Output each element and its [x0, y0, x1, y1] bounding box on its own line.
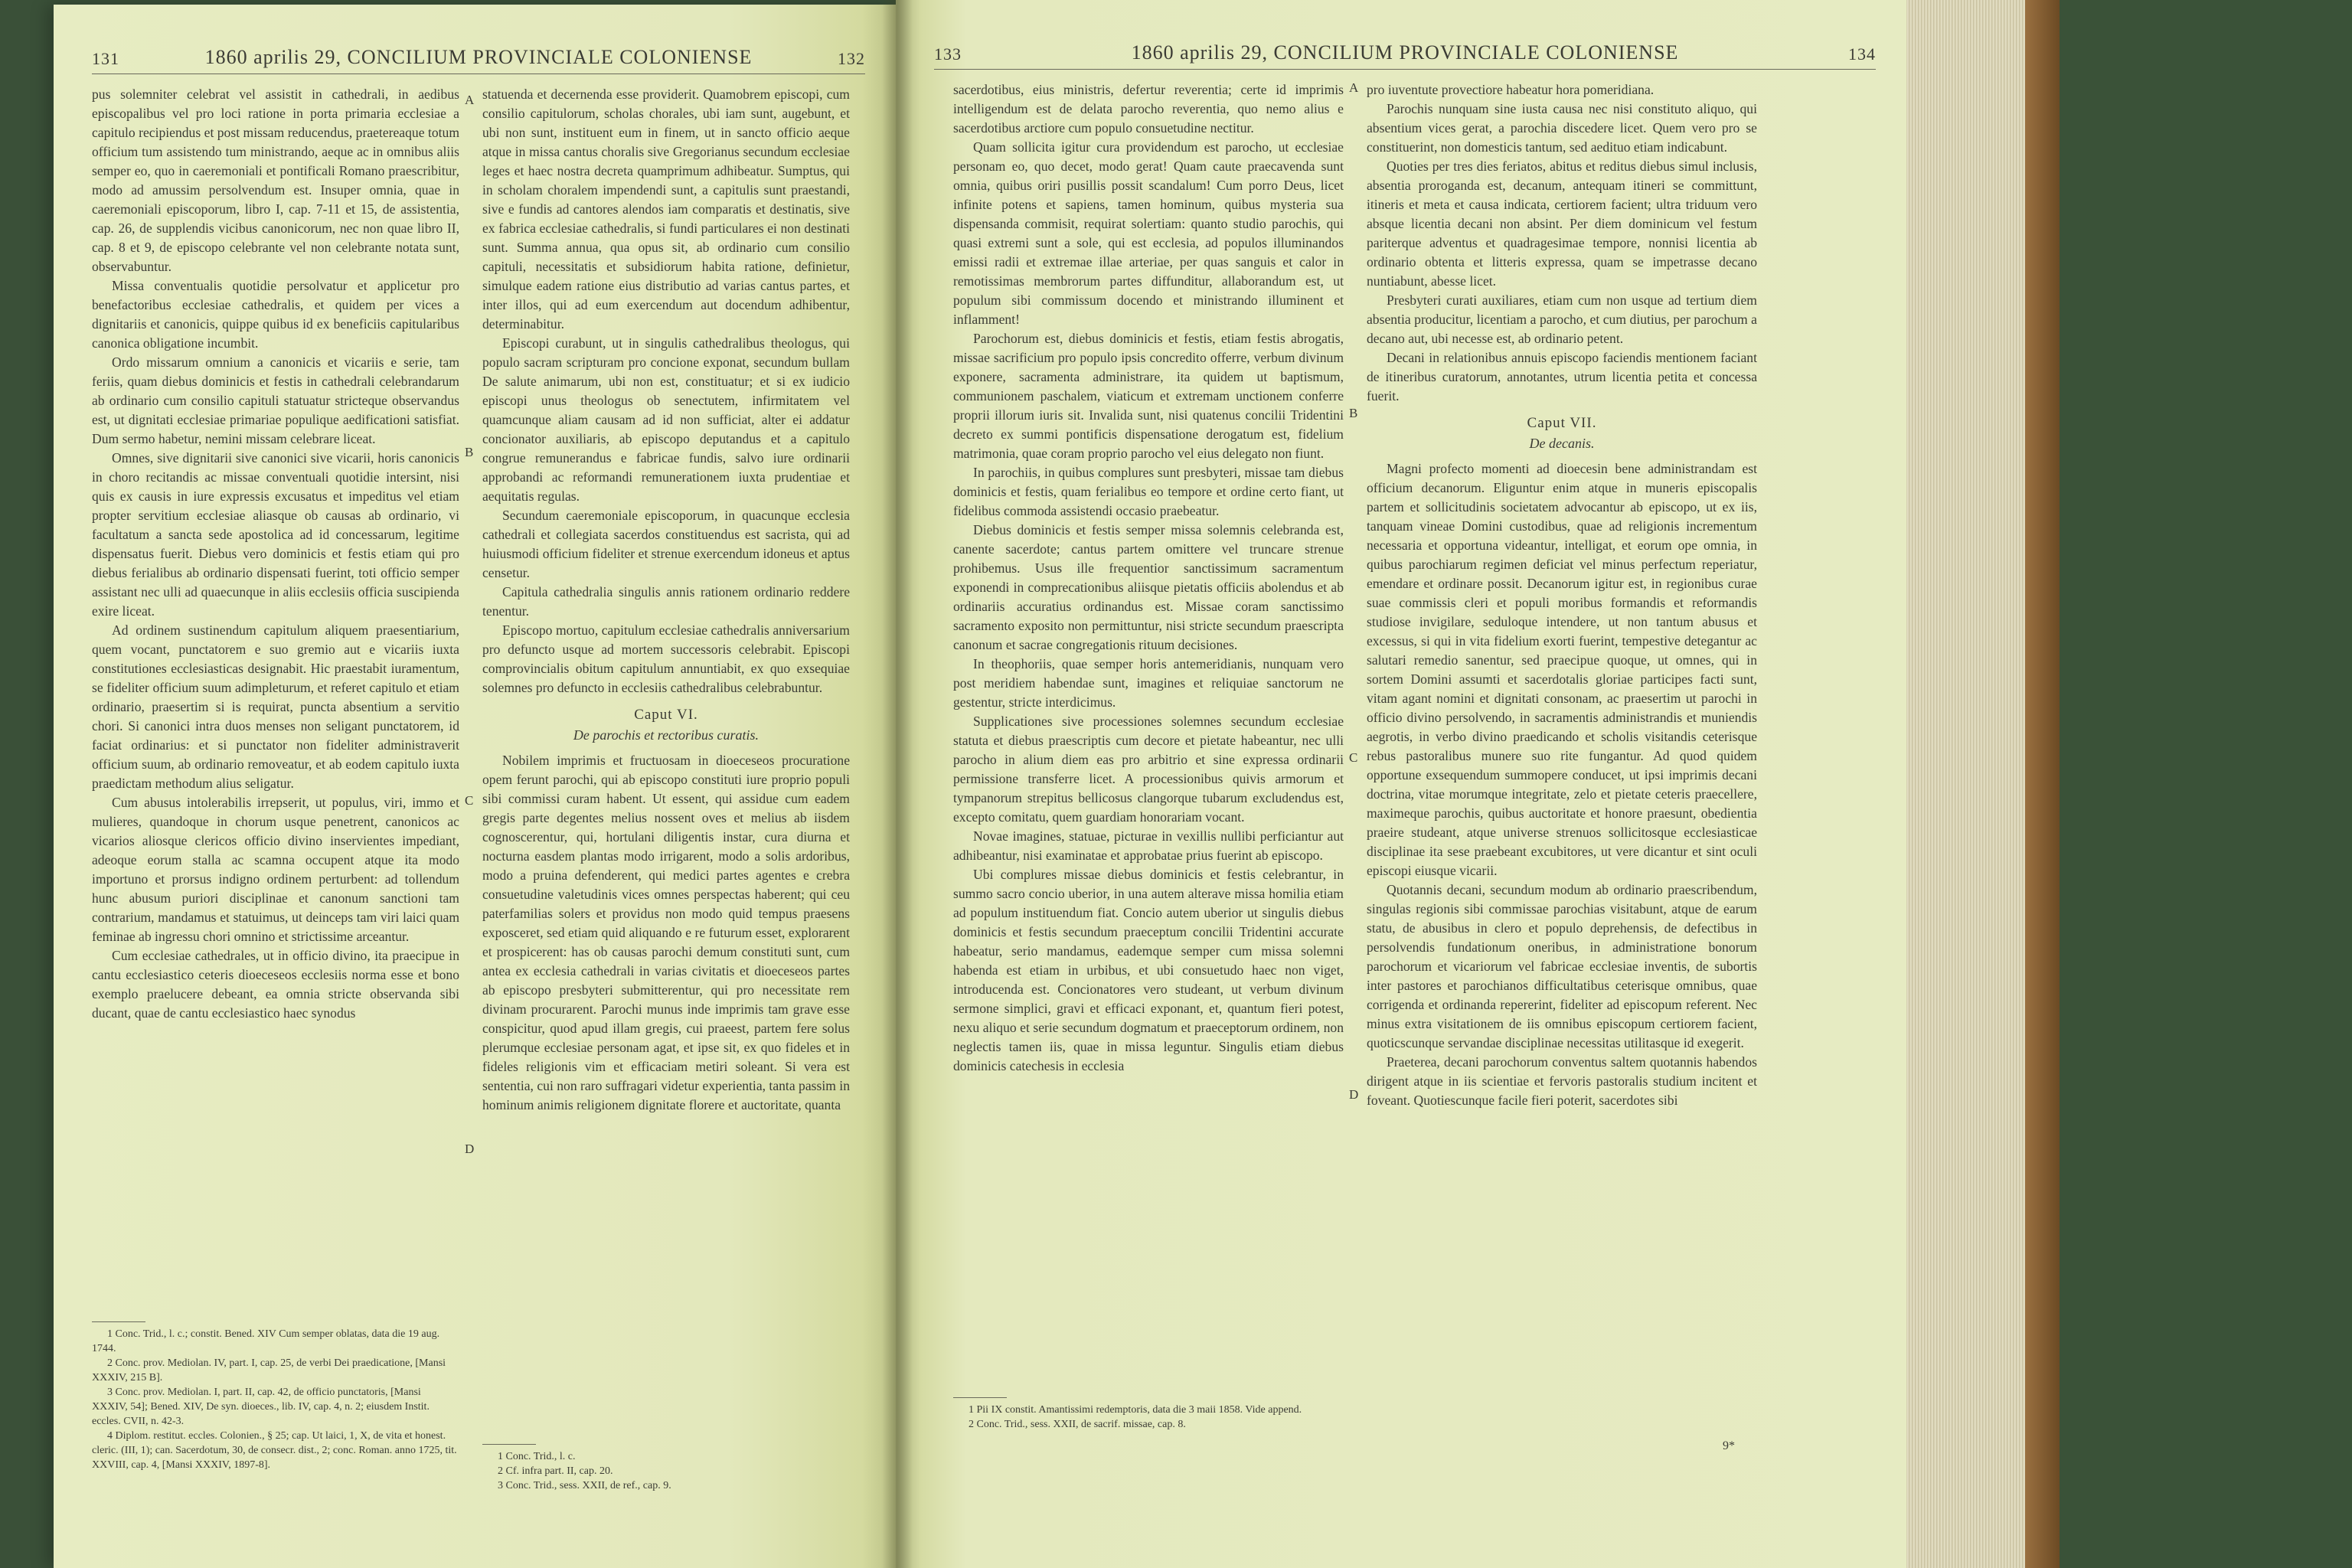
caput-title: Caput VI.: [634, 707, 698, 723]
paragraph: Episcopi curabunt, ut in singulis cathedralibus theologus, qui populo sacram scripturam pro concione exponat, secundum bullam De salute animarum, ubi non est, constituatur; et si ex iudicio episcopi unus theologus ob senectutem, infirmitatem vel quamcunque aliam causam ad id non sufficiat, alter ei addatur concionator auxiliaris, ab episcopo deputandus et a capitulo congrue remunerandus e fabricae fundis, salvo iure ordinarii approbandi ac reformandi remunerationem iuxta prudentiae et aequitatis regulas.: [482, 335, 850, 504]
paragraph: Parochis nunquam sine iusta causa nec nisi constituto aliquo, qui absentium vices gerat, a parochia discedere licet. Quem vero pro se constituerint, non domesticis tantum, sed aedituo etiam indicabunt.: [1367, 101, 1757, 155]
margin-marker-a: A: [465, 93, 475, 107]
paragraph: Diebus dominicis et festis semper missa solemnis celebranda est, canente sacerdote; cantus partem omittere vel truncare strenue prohibemus. Usus ille frequentior sanctissimum sacramentum exponendi in comprecationibus aliisque pietatis officiis abolendus et ab ordinariis accuratius ordinandus est. Missae coram sanctissimo sacramento exposito non permittuntur, nisi stricte secundum praescripta canonum et sacrae congregationis rituum decisiones.: [953, 522, 1344, 652]
margin-marker-d: D: [465, 1142, 475, 1156]
left-page-header: [92, 35, 865, 74]
right-page-header: [934, 31, 1876, 70]
background-surface: [2060, 0, 2352, 1568]
book-gutter: [882, 0, 913, 1568]
right-header-title: 1860 aprilis 29, CONCILIUM PROVINCIALE COLONIENSE: [1131, 41, 1679, 64]
page-number-134: 134: [1848, 44, 1876, 64]
paragraph: pus solemniter celebrat vel assistit in cathedrali, in aedibus episcopalibus vel pro loci ratione in porta primaria ecclesiae a capitulo recipiendus et post missam reducendus, praetereaque totum officium tum assistendo tum ministrando, aeque ac in omnibus aliis semper eo, quo in caeremoniali et pontificali Romano praescribitur, modo ad amussim persolvendum est. Insuper omnia, quae in caeremoniali episcoporum, libro I, cap. 7-11 et 15, de assistentia, cap. 26, de supplendis vicibus canonicorum, nec non quae libro II, cap. 8 et 9, de episcopo celebrante vel non celebrante notata sunt, observabuntur.: [92, 87, 459, 274]
page-edges: [1906, 0, 2025, 1568]
left-page: [54, 5, 896, 1568]
paragraph: Ad ordinem sustinendum capitulum aliquem praesentiarium, quem vocant, punctatorem e suo gremio aut e vicariis iuxta constitutiones ecclesiasticas designabit. Hic praestabit iuramentum, se fideliter officium suum adimpleturum, et referet capitulo et etiam ordinario, praesertim si is requirat, puncta absentium a servitio chori. Si canonici intra duos menses non seligant punctatorem, id faciat ordinarius: et si punctator non fideliter administraverit officium suum, ab ordinario removeatur, et ab eodem capitulo iuxta praedictam methodum alius seligatur.: [92, 622, 459, 791]
paragraph: Cum abusus intolerabilis irrepserit, ut populus, viri, immo et mulieres, quandoque in chorum usque penetrent, canonicos ac vicarios aliosque clericos officio divino inservientes impediant, adeoque eorum stalla ac scamna occupent atque ita modo importuno et prorsus indigno ordinem perturbent: ad tollendum hunc abusum puriori disciplinae et canonum sanctioni tam contrarium, mandamus et statuimus, ut deinceps tam viri laici quam feminae ab ingressu chori omnino et strictissime arceantur.: [92, 795, 459, 944]
paragraph: Omnes, sive dignitarii sive canonici sive vicarii, horis canonicis in choro recitandis ac missae conventuali quotidie intersint, nisi quis ex causis in iure expressis excusatus et impeditus vel etiam propter servitium ecclesiae aliasque ob causas ab ordinario, vi facultatum a sancta sede apostolica ad id concessarum, legitime dispensatus fuerit. Diebus vero dominicis et festis etiam qui pro diebus ferialibus ab ordinario dispensati fuerint, toti officio semper assistant nec ulli ad quaecunque in aliis ecclesiis officia suscipienda exire liceat.: [92, 450, 459, 619]
paragraph: Praeterea, decani parochorum conventus saltem quotannis habendos dirigent atque in iis scientiae et fervoris pastoralis studium incitent et foveant. Quotiescunque facile fieri poterit, sacerdotes sibi: [1367, 1054, 1757, 1108]
left-column-a: [92, 85, 459, 1023]
footnote: 2 Conc. prov. Mediolan. IV, part. I, cap. 25, de verbi Dei praedicatione, [Mansi XXXIV, 215 B].: [92, 1357, 446, 1383]
left-footnotes-b: [482, 1444, 850, 1493]
book-cover-edge: [2025, 0, 2060, 1568]
footnote: 2 Conc. Trid., sess. XXII, de sacrif. missae, cap. 8.: [969, 1419, 1186, 1430]
paragraph: pro iuventute provectiore habeatur hora pomeridiana.: [1367, 82, 1655, 97]
paragraph: Nobilem imprimis et fructuosam in dioeceseos procuratione opem ferunt parochi, qui ab episcopo constituti iure proprio populi sibi commissi curam habent. Ut essent, qui assidue cum eadem gregis parte degentes melius nossent oves et melius ab iisdem cognoscerentur, qui, hortulani diligentis instar, cura diurna et nocturna easdem plantas modo irrigarent, modo a solis ardoribus, modo a pruina defenderent, qui medici partes agentes e crebra consuetudine valetudinis vices omnes perspectas haberent; qui ceu paterfamilias solers et providus non modo quid tempus praesens exposceret, sed etiam quid aliquando e re futurum esset, explorarent et prospicerent: has ob causas parochi demum constituti sunt, cum antea ex ecclesia cathedrali in varias civitatis et dioeceseos partes ab episcopo presbyteri submitterentur, qui pro necessitate rem divinam procurarent. Parochi munus inde imprimis tam grave esse conspicitur, quod apud illam gregis, cui praeest, partem fere solus plerumque ecclesiae personam agat, et ipse sit, ex quo fideles et in fideles religionis vim et efficaciam metiri soleant. Si vera est sententia, cui non raro suffragari videtur experientia, tanta passim in hominum animis religionem dignitate florere et auctoritate, quanta: [482, 753, 850, 1112]
footnote: 4 Diplom. restitut. eccles. Colonien., § 25; cap. Ut laici, 1, X, de vita et honest. cleric. (III, 1); can. Sacerdotum, 30, de consecr. dist., 2; conc. Roman. anno 1725, tit. XXVIII, cap. 4, [Mansi XXXIV, 1897-8].: [92, 1430, 457, 1471]
paragraph: Parochorum est, diebus dominicis et festis, etiam festis abrogatis, missae sacrificium pro populo ipsis concredito offerre, verbum divinum exponere, sacramenta administrare, ita quidem ut baptismum, communionem paschalem, viaticum et extremam unctionem conferre proprii illorum iuris sit. Invalida sunt, nisi quatenus concilii Tridentini decreto ex summi pontificis dispensatione derogatum est, fidelium matrimonia, quae coram proprio parocho vel eius delegato non fiunt.: [953, 331, 1344, 461]
paragraph: Quam sollicita igitur cura providendum est parocho, ut ecclesiae personam eo, quo decet, modo gerat! Quam caute praecavenda sunt omnia, quibus oriri pusillis possit scandalum! Cum porro Deus, licet infinite potens et sapiens, tamen hominum, quibus mysteria sua dispensanda commisit, requirat solertiam: quanto studio parochis, qui quasi extremi sunt a sole, qui est ecclesia, ad populos illuminandos emissi radii et extremae illae arteriae, per quas sanguis et calor in remotissimas membrorum partes diffunditur, allaborandum est, ut populum sibi commissum docendo et ministrando illuminent et inflamment!: [953, 139, 1344, 327]
margin-marker-b: B: [1349, 406, 1358, 420]
paragraph: Quotannis decani, secundum modum ab ordinario praescribendum, singulas regionis sibi commissae parochias visitabunt, atque de earum statu, de abusibus in clero et populo deprehensis, de defectibus in persolvendis fundationum oneribus, in administratione bonorum parochorum et vicariorum vel fabricae ecclesiae inventis, de subortis inter pastores et parochianos difficultatibus ceterisque omnibus, quae corrigenda et ordinanda repererint, fideliter ad episcopum referent. Nec minus extra visitationem de iis omnibus episcopum certiorem facient, quoticscunque servandae disciplinae necessitas utilitasque id exegerit.: [1367, 882, 1757, 1050]
paragraph: In theophoriis, quae semper horis antemeridianis, nunquam vero post meridiem habendae sunt, imagines et reliquiae sanctorum ne gestentur, stricte interdicimus.: [953, 656, 1344, 710]
left-column-b: [482, 85, 850, 1115]
paragraph: Secundum caeremoniale episcoporum, in quacunque ecclesia cathedrali et collegiata sacerdos constituendus est sacrista, qui ad huiusmodi officium fideliter et strenue exercendum idoneus et aptus censetur.: [482, 508, 850, 580]
footnote: 1 Pii IX constit. Amantissimi redemptoris, data die 3 maii 1858. Vide append.: [969, 1404, 1302, 1416]
footnote: 1 Conc. Trid., l. c.; constit. Bened. XIV Cum semper oblatas, data die 19 aug. 1744.: [92, 1328, 440, 1354]
paragraph: Ubi complures missae diebus dominicis et festis celebrantur, in summo sacro concio uberior, in una autem alterave missa homilia etiam ad populum instituendum fiat. Concio autem uberior ut singulis diebus dominicis et festis secundum praeceptum concilii Tridentini accurate habeatur, serio mandamus, eademque semper cum missa solemni habenda est etiam in urbibus, et ubi consuetudo haec non viget, introducenda est. Concionatores vero studeant, ut verbum divinum sermone simplici, gravi et efficaci exponant, et, quantum fieri potest, nexu aliquo et serie secundum dogmatum et praeceptorum ordinem, non neglectis tamen iis, quae in missa leguntur. Singulis etiam diebus dominicis catechesis in ecclesia: [953, 867, 1344, 1073]
right-footnotes-a: [953, 1397, 1344, 1432]
paragraph: Ordo missarum omnium a canonicis et vicariis e serie, tam feriis, quam diebus dominicis et festis in cathedrali celebrandarum ab ordinario cum consilio capituli statuatur stricteque observandus est, ut dignitati ecclesiae primariae populique aedificationi satisfiat. Dum sermo habetur, nemini missam celebrare liceat.: [92, 354, 459, 446]
paragraph: Magni profecto momenti ad dioecesin bene administrandam est officium decanorum. Eliguntur enim atque in muneris episcopalis partem et sollicitudinis societatem advocantur ab episcopo, ut ex iis, tanquam vineae Domini custodibus, quae ad religionis incrementum necessaria et opportuna videantur, intelligat, et eorum ope omnia, in quibus parochiarum regimen deficiat vel minus perfectum reperiatur, emendare et ordinare possit. Decanorum igitur est, in regionibus curae suae commissis cleri et populi moribus formandis et reformandis studiose invigilare, seduloque intendere, ut non tantum abusus et excessus, si qui in vita fidelium exorti fuerint, tempestive detegantur ac salutari remedio sanentur, sed praecipue quoque, ut omnes, qui in sortem Domini assumti et sacerdotalis gloriae participes facti sunt, vitam agant nomini et dignitati consonam, ac praesertim ut parochi in officio divino persolvendo, in sacramentis administrandis et muniendis aegrotis, in verbo divino praedicando et scholis visitandis ceterisque rebus pastoralibus munere suo rite fungantur. Ad quod quidem opportune exsequendum summopere conducet, ut ipsi imprimis decani doctrina, vitae morumque integritate, zelo et pietate ceteris praecellere, maximeque parochis, quibus auctoritate et honore praesunt, obedientia praeire studeant, atque universe strenuos sollicitosque ecclesiasticae disciplinae ita sese praebeant excubitores, ut vere dicantur et sint oculi episcopi eiusque vicarii.: [1367, 461, 1757, 878]
margin-marker-d: D: [1349, 1087, 1359, 1102]
footnote: 1 Conc. Trid., l. c.: [498, 1451, 576, 1462]
footnote: 3 Conc. prov. Mediolan. I, part. II, cap. 42, de officio punctatoris, [Mansi XXXIV, 54]; Bened. XIV, De syn. dioeces., lib. IV, cap. 4, n. 2; eiusdem Instit. eccles. CVII, n. 42-3.: [92, 1387, 430, 1427]
page-number-133: 133: [934, 44, 962, 64]
footnote: 3 Conc. Trid., sess. XXII, de ref., cap. 9.: [498, 1480, 671, 1491]
left-footnotes-a: [92, 1321, 459, 1472]
paragraph: sacerdotibus, eius ministris, defertur reverentia; certe id imprimis intelligendum est de delata parocho reverentia, quo nemo alius e sacerdotibus arctiore cum populo consuetudine nectitur.: [953, 82, 1344, 136]
left-header-title: 1860 aprilis 29, CONCILIUM PROVINCIALE COLONIENSE: [204, 46, 753, 68]
paragraph: Missa conventualis quotidie persolvatur et applicetur pro benefactoribus ecclesiae cathedralis, et quidem per vices a dignitariis et canonicis, quippe quibus id ex beneficiis capitularibus canonica obligatione incumbit.: [92, 278, 459, 351]
page-number-132: 132: [838, 49, 865, 68]
right-page: [896, 0, 1906, 1568]
footnote: 2 Cf. infra part. II, cap. 20.: [498, 1465, 613, 1477]
margin-marker-c: C: [465, 793, 474, 808]
paragraph: In parochiis, in quibus complures sunt presbyteri, missae tam diebus dominicis et festis, quam ferialibus eo tempore et ordine certo fiant, ut fidelibus commoda assistendi occasio praebeatur.: [953, 465, 1344, 518]
paragraph: Decani in relationibus annuis episcopo faciendis mentionem faciant de itineribus curatorum, annotantes, utrum licentia petita et concessa fuerit.: [1367, 350, 1757, 403]
right-column-b: [1367, 80, 1757, 1110]
caput-subtitle: De parochis et rectoribus curatis.: [573, 727, 760, 743]
paragraph: statuenda et decernenda esse providerit. Quamobrem episcopi, cum consilio capitulorum, scholas chorales, ubi iam sunt, augebunt, et ubi non sunt, instituent eum in finem, ut in sancto officio aeque atque in missa cantus choralis sive Gregorianus secundum ecclesiae leges et haec nostra decreta quamprimum adhibeatur. Sumptus, qui in scholam choralem impendendi sunt, a capitulis sunt praestandi, sive e fundis ad cantores alendos iam comparatis et destinatis, sive ex fabrica ecclesiae cathedralis, si fundi particulares ei non destinati sunt. Summa annua, qua opus sit, ab ordinario cum consilio capituli, necessitatis et subsidiorum habita ratione, definietur, simulque eadem ratione eius distributio ad varias cantus partes, et inter illos, qui ad eum exercendum aut docendum adhibentur, determinabitur.: [482, 87, 850, 332]
margin-marker-a: A: [1349, 80, 1359, 95]
paragraph: Quoties per tres dies feriatos, abitus et reditus diebus simul inclusis, absentia proroganda est, decanum, antequam itineri se committunt, itineris et meta et causa indicata, certiorem facient; ultra triduum vero absque licentia decani non absint. Per diem dominicum vel festum pariterque adventus et quadragesimae tempore, nonnisi licentia ab ordinario obtenta et litteris expressa, quam se impetrasse decano nuntiabunt, abesse licet.: [1367, 158, 1757, 289]
right-column-a: [953, 80, 1344, 1076]
paragraph: Supplicationes sive processiones solemnes secundum ecclesiae statuta et diebus praescriptis cum decore et pietate habeantur, nec ulli parocho in alium diem eas pro arbitrio et sine expressa ordinarii permissione transferre licet. A processionibus quivis armorum et tympanorum strepitus bellicosus clangorque tubarum excludendus est, excepto comitatu, quem guardiam honorariam vocant.: [953, 714, 1344, 825]
caput-title: Caput VII.: [1527, 415, 1597, 431]
paragraph: Cum ecclesiae cathedrales, ut in officio divino, ita praecipue in cantu ecclesiastico ceteris dioeceseos ecclesiis norma esse et bono exemplo praelucere debeant, ea omnia stricte observanda sibi ducant, quae de cantu ecclesiastico haec synodus: [92, 948, 459, 1021]
paragraph: Novae imagines, statuae, picturae in vexillis nullibi perficiantur aut adhibeantur, nisi examinatae et approbatae prius fuerint ab episcopo.: [953, 828, 1344, 863]
caput-subtitle: De decanis.: [1529, 436, 1595, 451]
page-number-131: 131: [92, 49, 119, 68]
margin-marker-b: B: [465, 445, 474, 459]
margin-marker-c: C: [1349, 750, 1358, 765]
paragraph: Episcopo mortuo, capitulum ecclesiae cathedralis anniversarium pro defuncto usque ad mortem successoris celebrabit. Episcopi comprovincialis obitum capitulum annuntiabit, ex quo exsequiae solemnes pro defuncto in ecclesiis cathedralibus celebrabuntur.: [482, 622, 850, 695]
signature-mark: 9*: [1723, 1439, 1735, 1452]
paragraph: Capitula cathedralia singulis annis rationem ordinario reddere tenentur.: [482, 584, 850, 619]
paragraph: Presbyteri curati auxiliares, etiam cum non usque ad tertium diem absentia producitur, licentiam a parocho, et cum diutius, per parochum a decano aut, ubi necesse est, ab ordinario petent.: [1367, 292, 1757, 346]
